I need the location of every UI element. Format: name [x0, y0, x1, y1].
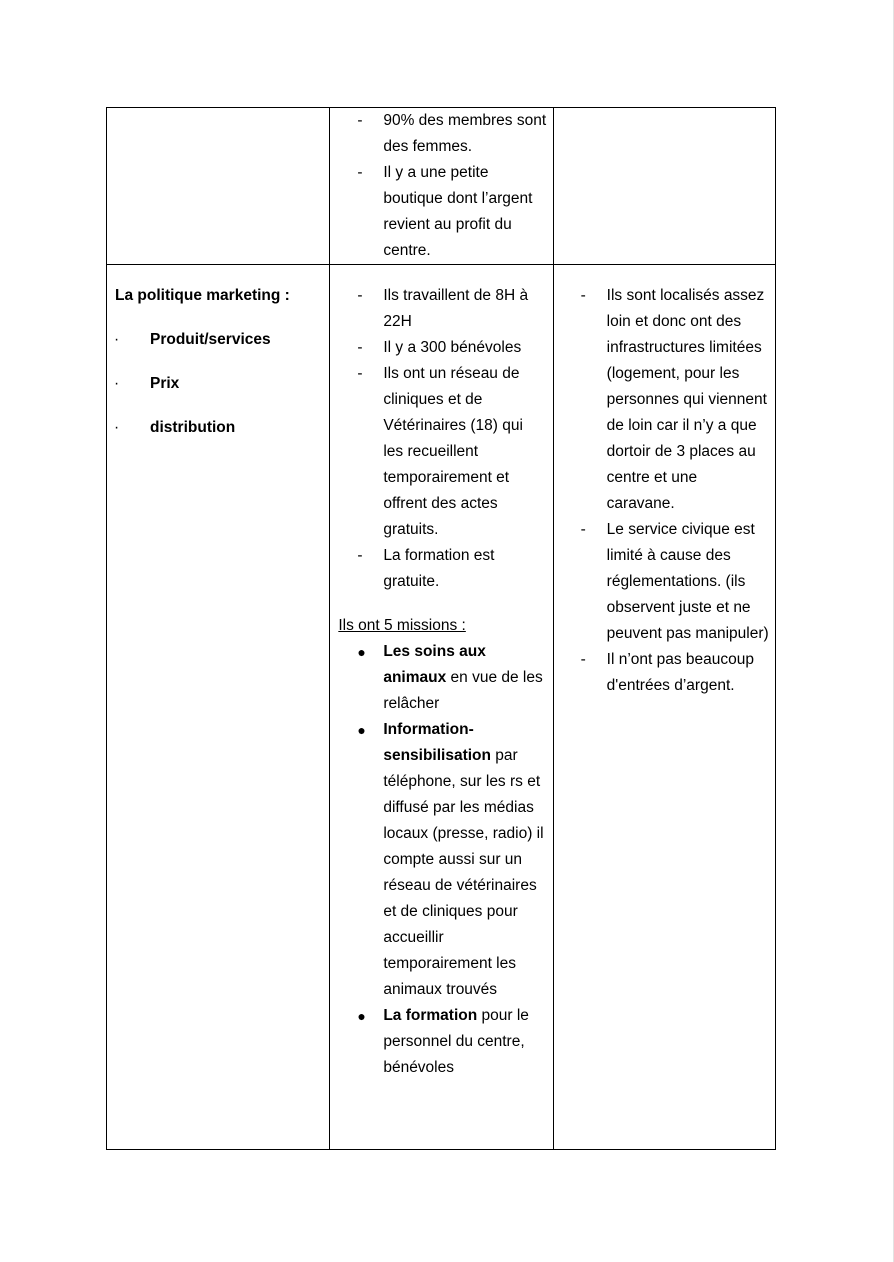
text: Les soins aux animaux — [383, 643, 486, 686]
dash-marker: - — [357, 339, 363, 356]
text: Ils sont localisés assez loin et donc ont des infrastructures limitées (logement, pour les personnes qui viennent de loin car il n’y a que dortoir de 3 places au centre et une caravane. — [606, 287, 767, 512]
dash-marker: - — [580, 521, 586, 538]
text: Information-sensibilisation — [383, 721, 491, 764]
list-item — [330, 639, 552, 717]
table-row — [107, 265, 776, 1150]
table-row — [107, 108, 776, 265]
text: Il n’ont pas beaucoup d'entrées d’argent. — [606, 651, 755, 694]
text: pour le personnel du centre, bénévoles — [383, 1007, 529, 1076]
list-item — [330, 160, 552, 264]
table-cell-empty — [553, 108, 775, 265]
table-cell — [107, 265, 330, 1150]
bullet-icon: ● — [357, 722, 366, 738]
dash-marker: - — [357, 547, 363, 564]
bullet-icon: · — [114, 331, 120, 348]
list-item — [330, 108, 552, 160]
table-cell-empty — [107, 108, 330, 265]
list-item — [554, 647, 775, 699]
list-item — [115, 371, 321, 397]
list-item — [554, 517, 775, 647]
bullet-icon: · — [114, 419, 120, 436]
text: Ils travaillent de 8H à 22H — [383, 287, 529, 330]
text: Il y a une petite boutique dont l’argent revient au profit du centre. — [383, 164, 533, 259]
table-cell — [330, 265, 553, 1150]
bullet-icon: · — [114, 375, 120, 392]
list-item — [115, 415, 321, 441]
text: Le service civique est limité à cause des réglementations. (ils observent juste et ne peuvent pas manipuler) — [606, 521, 769, 642]
bullet-icon: ● — [357, 644, 366, 660]
dash-marker: - — [580, 287, 586, 304]
table-cell — [330, 108, 553, 265]
marketing-table — [106, 107, 776, 1150]
table-cell — [553, 265, 775, 1150]
text: Il y a 300 bénévoles — [383, 339, 522, 356]
dash-marker: - — [357, 287, 363, 304]
bullet-icon: ● — [357, 1008, 366, 1024]
text: La formation est gratuite. — [383, 547, 495, 590]
text: La formation — [383, 1007, 478, 1024]
list-item — [330, 543, 552, 595]
text: 90% des membres sont des femmes. — [383, 112, 547, 155]
dash-marker: - — [357, 365, 363, 382]
text: distribution — [150, 419, 236, 436]
list-item — [330, 335, 552, 361]
list-item — [554, 283, 775, 517]
text: Ils ont un réseau de cliniques et de Vétérinaires (18) qui les recueillent temporairement et offrent des actes gratuits. — [383, 365, 523, 538]
missions-heading: Ils ont 5 missions : — [338, 617, 466, 634]
text: Prix — [150, 375, 180, 392]
list-item — [330, 1003, 552, 1081]
list-item — [330, 283, 552, 335]
text: en vue de les relâcher — [383, 669, 543, 712]
list-item — [330, 361, 552, 543]
text: par téléphone, sur les rs et diffusé par les médias locaux (presse, radio) il compte aussi sur un réseau de vétérinaires et de cliniques pour accueillir temporairement les animaux trouvés — [383, 747, 544, 998]
dash-marker: - — [357, 112, 363, 129]
list-item — [330, 717, 552, 1003]
dash-marker: - — [357, 164, 363, 181]
section-title: La politique marketing : — [115, 287, 290, 304]
dash-marker: - — [580, 651, 586, 668]
text: Produit/services — [150, 331, 271, 348]
list-item — [115, 327, 321, 353]
